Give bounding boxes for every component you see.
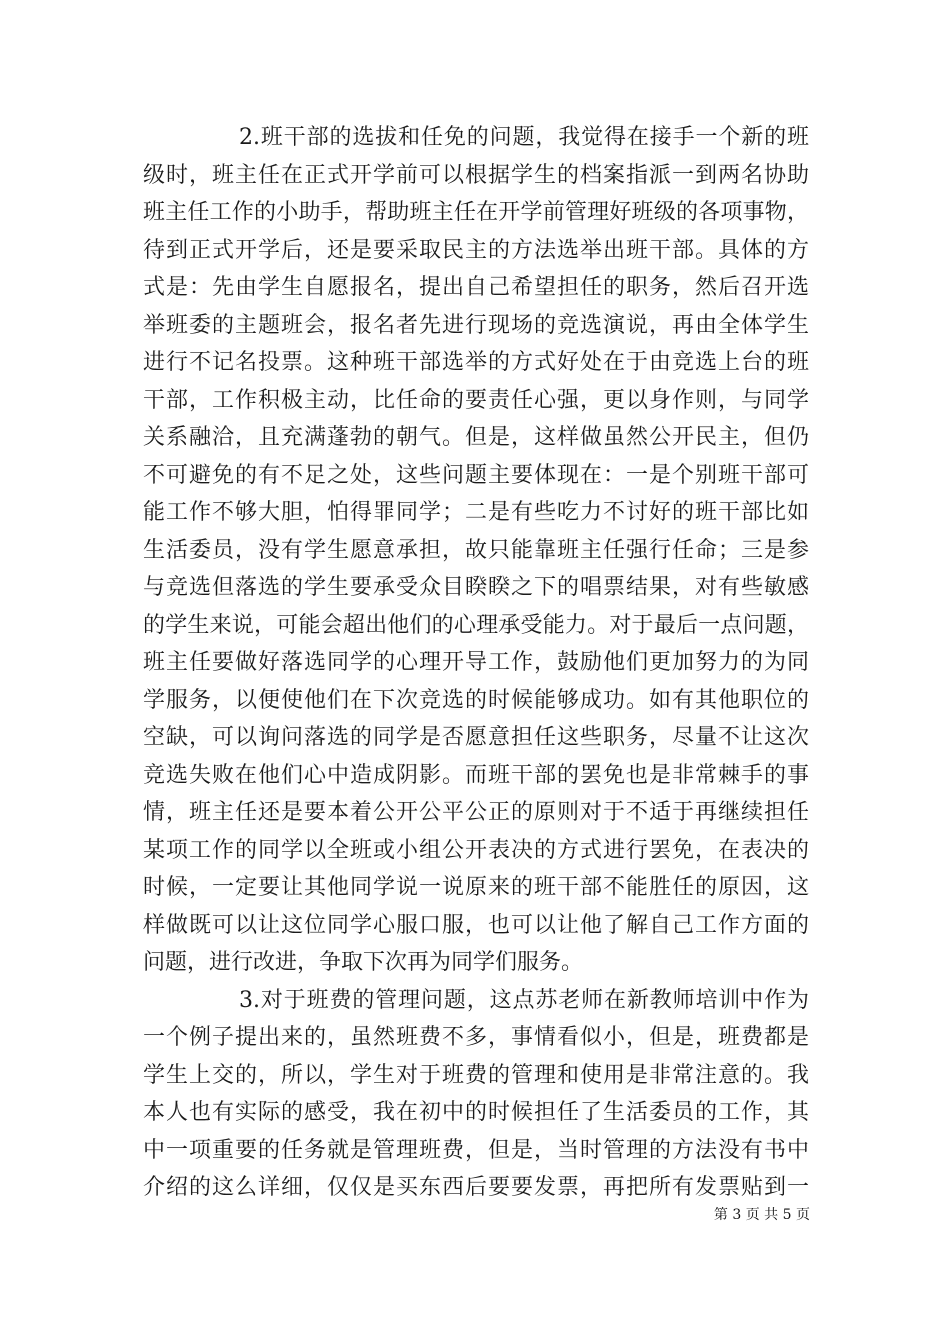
text-line: 举班委的主题班会，报名者先进行现场的竞选演说，再由全体学生 <box>143 312 809 338</box>
text-line: 关系融洽，且充满蓬勃的朝气。但是，这样做虽然公开民主，但仍 <box>143 425 809 450</box>
text-line: 中一项重要的任务就是管理班费，但是，当时管理的方法没有书中 <box>143 1137 809 1163</box>
text-line: 能工作不够大胆，怕得罪同学；二是有些吃力不讨好的班干部比如 <box>143 500 809 525</box>
text-line: 2.班干部的选拔和任免的问题，我觉得在接手一个新的班 <box>239 125 809 150</box>
text-line: 介绍的这么详细，仅仅是买东西后要要发票，再把所有发票贴到一 <box>143 1175 809 1200</box>
text-line: 班主任要做好落选同学的心理开导工作，鼓励他们更加努力的为同 <box>143 650 809 675</box>
text-line: 一个例子提出来的，虽然班费不多，事情看似小，但是，班费都是 <box>143 1025 809 1050</box>
text-line: 3.对于班费的管理问题，这点苏老师在新教师培训中作为 <box>239 987 809 1013</box>
text-line: 班主任工作的小助手，帮助班主任在开学前管理好班级的各项事物， <box>143 200 809 225</box>
text-line: 样做既可以让这位同学心服口服，也可以让他了解自己工作方面的 <box>143 912 809 938</box>
paragraph-class-fund-management <box>143 982 809 1207</box>
text-line: 问题，进行改进，争取下次再为同学们服务。 <box>143 950 584 975</box>
text-line: 进行不记名投票。这种班干部选举的方式好处在于由竞选上台的班 <box>143 350 809 375</box>
text-line: 待到正式开学后，还是要采取民主的方法选举出班干部。具体的方 <box>143 237 809 263</box>
paragraph-class-cadre-selection <box>143 119 809 982</box>
text-line: 时候，一定要让其他同学说一说原来的班干部不能胜任的原因，这 <box>143 875 809 900</box>
text-line: 干部，工作积极主动，比任命的要责任心强，更以身作则，与同学 <box>143 387 809 413</box>
text-line: 生活委员，没有学生愿意承担，故只能靠班主任强行任命；三是参 <box>143 537 809 563</box>
page-number-footer: 第 3 页 共 5 页 <box>713 1207 810 1223</box>
text-line: 竞选失败在他们心中造成阴影。而班干部的罢免也是非常棘手的事 <box>143 762 809 788</box>
text-line: 学服务，以便使他们在下次竞选的时候能够成功。如有其他职位的 <box>143 687 809 713</box>
text-line: 不可避免的有不足之处，这些问题主要体现在：一是个别班干部可 <box>143 462 809 488</box>
text-line: 级时，班主任在正式开学前可以根据学生的档案指派一到两名协助 <box>143 162 809 188</box>
text-line: 某项工作的同学以全班或小组公开表决的方式进行罢免，在表决的 <box>143 837 809 863</box>
text-line: 与竞选但落选的学生要承受众目睽睽之下的唱票结果，对有些敏感 <box>143 575 809 600</box>
text-line: 式是：先由学生自愿报名，提出自己希望担任的职务，然后召开选 <box>143 275 809 300</box>
text-line: 空缺，可以询问落选的同学是否愿意担任这些职务，尽量不让这次 <box>143 725 809 750</box>
text-line: 的学生来说，可能会超出他们的心理承受能力。对于最后一点问题， <box>143 612 809 638</box>
text-line: 本人也有实际的感受，我在初中的时候担任了生活委员的工作，其 <box>143 1100 809 1125</box>
document-body <box>143 119 809 1207</box>
text-line: 情，班主任还是要本着公开公平公正的原则对于不适于再继续担任 <box>143 800 809 825</box>
text-line: 学生上交的，所以，学生对于班费的管理和使用是非常注意的。我 <box>143 1062 809 1088</box>
